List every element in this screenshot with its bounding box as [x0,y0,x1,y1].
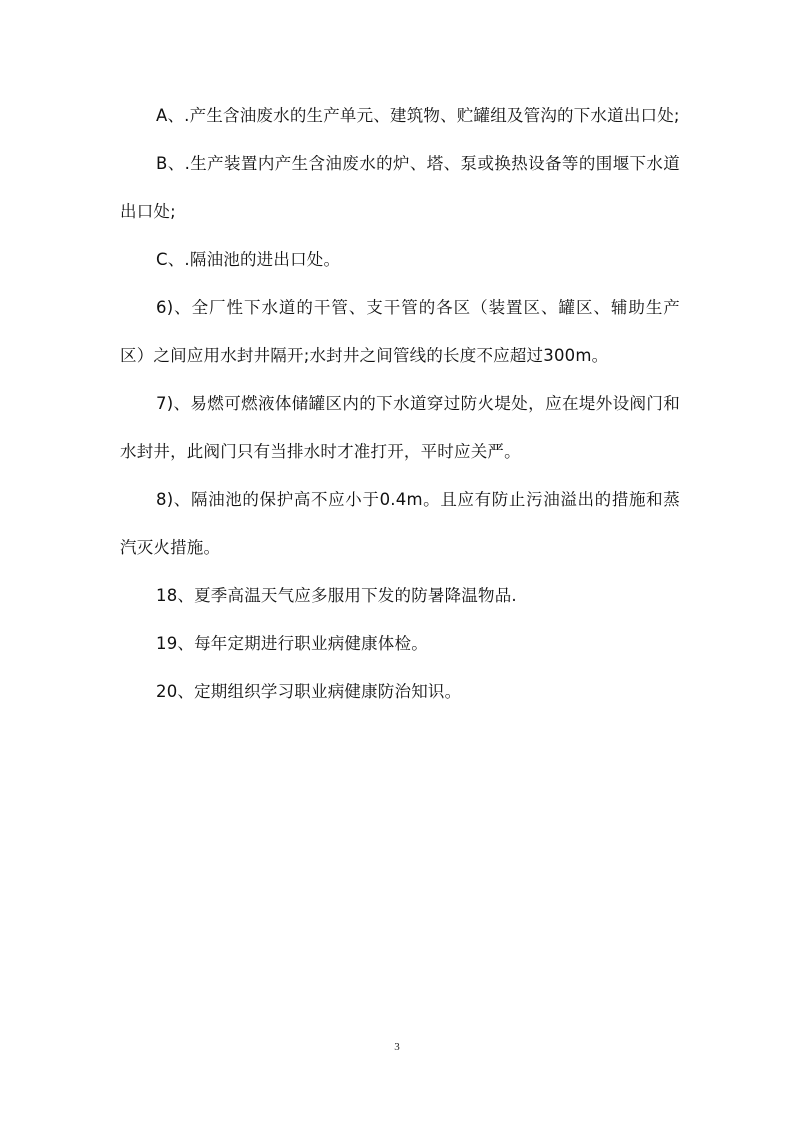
paragraph-18: 18、夏季高温天气应多服用下发的防暑降温物品. [156,586,517,605]
document-body [120,92,680,716]
paragraph-7: 7)、易燃可燃液体储罐区内的下水道穿过防火堤处，应在堤外设阀门和水封井，此阀门只有当排水时才准打开，平时应关严。 [120,394,680,461]
paragraph-19: 19、每年定期进行职业病健康体检。 [156,634,428,653]
paragraph-20: 20、定期组织学习职业病健康防治知识。 [156,682,462,701]
page-number: 3 [394,1041,400,1053]
paragraph-6: 6)、全厂性下水道的干管、支干管的各区（装置区、罐区、辅助生产区）之间应用水封井隔开;水封井之间管线的长度不应超过300m。 [120,298,680,365]
paragraph-b: B、.生产装置内产生含油废水的炉、塔、泵或换热设备等的围堰下水道出口处; [120,154,680,221]
paragraph-a: A、.产生含油废水的生产单元、建筑物、贮罐组及管沟的下水道出口处; [156,106,680,125]
paragraph-c: C、.隔油池的进出口处。 [156,250,341,269]
paragraph-8: 8)、隔油池的保护高不应小于0.4m。且应有防止污油溢出的措施和蒸汽灭火措施。 [120,490,680,557]
